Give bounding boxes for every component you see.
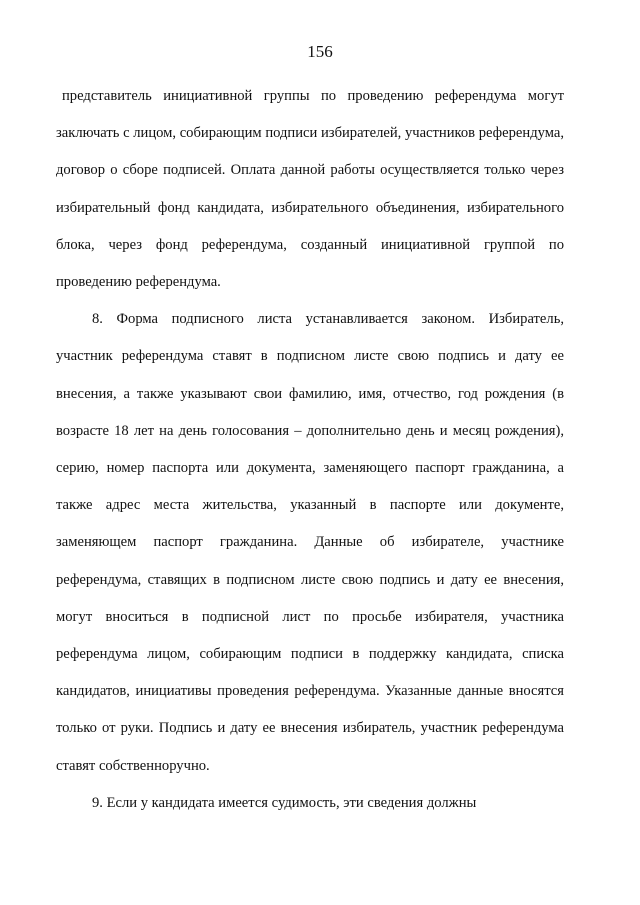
paragraph-item-8: 8. Форма подписного листа устанавливается законом. Избиратель, участник референдума ставят в подписном листе свою подпись и дату ее внесения, а также указывают свои фамилию, имя, отчество, год рождения (в возрасте 18 лет на день голосования – дополнительно день и месяц рождения), серию, номер паспорта или документа, заменяющего паспорт гражданина, а также адрес места жительства, указанный в паспорте или документе, заменяющем паспорт гражданина. Данные об избирателе, участнике референдума, ставящих в подписном листе свою подпись и дату ее внесения, могут вноситься в подписной лист по просьбе избирателя, участника референдума лицом, собирающим подписи в поддержку кандидата, списка кандидатов, инициативы проведения референдума. Указанные данные вносятся только от руки. Подпись и дату ее внесения избиратель, участник референдума ставят собственноручно. [56, 311, 564, 774]
document-body [56, 78, 564, 822]
paragraph-continuation: представитель инициативной группы по проведению референдума могут заключать с лицом, собирающим подписи избирателей, участников референдума, договор о сборе подписей. Оплата данной работы осуществляется только через избирательный фонд кандидата, избирательного объединения, избирательного блока, через фонд референдума, созданный инициативной группой по проведению референдума. [56, 88, 564, 291]
page-number: 156 [307, 42, 333, 61]
paragraph-item-9: 9. Если у кандидата имеется судимость, эти сведения должны [92, 794, 477, 811]
